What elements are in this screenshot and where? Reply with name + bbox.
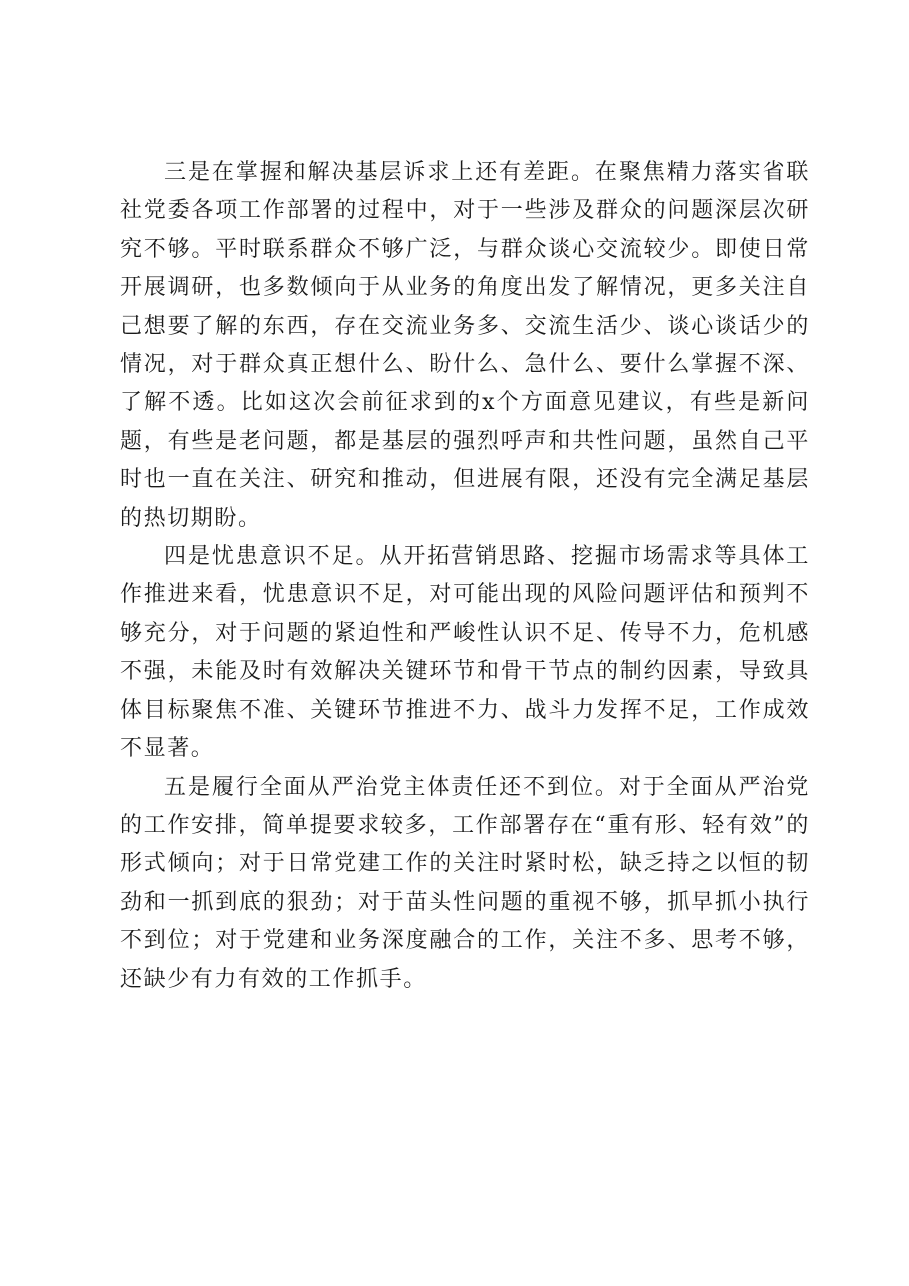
paragraph-risk-awareness: 四是忧患意识不足。从开拓营销思路、挖掘市场需求等具体工作推进来看，忧患意识不足，对可能出现的风险问题评估和预判不够充分，对于问题的紧迫性和严峻性认识不足、传导不力，危机感不强，未能及时有效解决关键环节和骨干节点的制约因素，导致具体目标聚焦不准、关键环节推进不力、战斗力发挥不足，工作成效不显著。 (120, 544, 810, 762)
paragraph-grassroots-demands: 三是在掌握和解决基层诉求上还有差距。在聚焦精力落实省联社党委各项工作部署的过程中，对于一些涉及群众的问题深层次研究不够。平时联系群众不够广泛，与群众谈心交流较少。即使日常开展调研，也多数倾向于从业务的角度出发了解情况，更多关注自己想要了解的东西，存在交流业务多、交流生活少、谈心谈话少的情况，对于群众真正想什么、盼什么、急什么、要什么掌握不深、了解不透。比如这次会前征求到的x个方面意见建议，有些是新问题，有些是老问题，都是基层的强烈呼声和共性问题，虽然自己平时也一直在关注、研究和推动，但进展有限，还没有完全满足基层的热切期盼。 (120, 160, 810, 531)
paragraph-party-responsibility: 五是履行全面从严治党主体责任还不到位。对于全面从严治党的工作安排，简单提要求较多，工作部署存在“重有形、轻有效”的形式倾向；对于日常党建工作的关注时紧时松，缺乏持之以恒的韧劲和一抓到底的狠劲；对于苗头性问题的重视不够，抓早抓小执行不到位；对于党建和业务深度融合的工作，关注不多、思考不够，还缺少有力有效的工作抓手。 (120, 774, 810, 992)
document-body (120, 154, 810, 999)
